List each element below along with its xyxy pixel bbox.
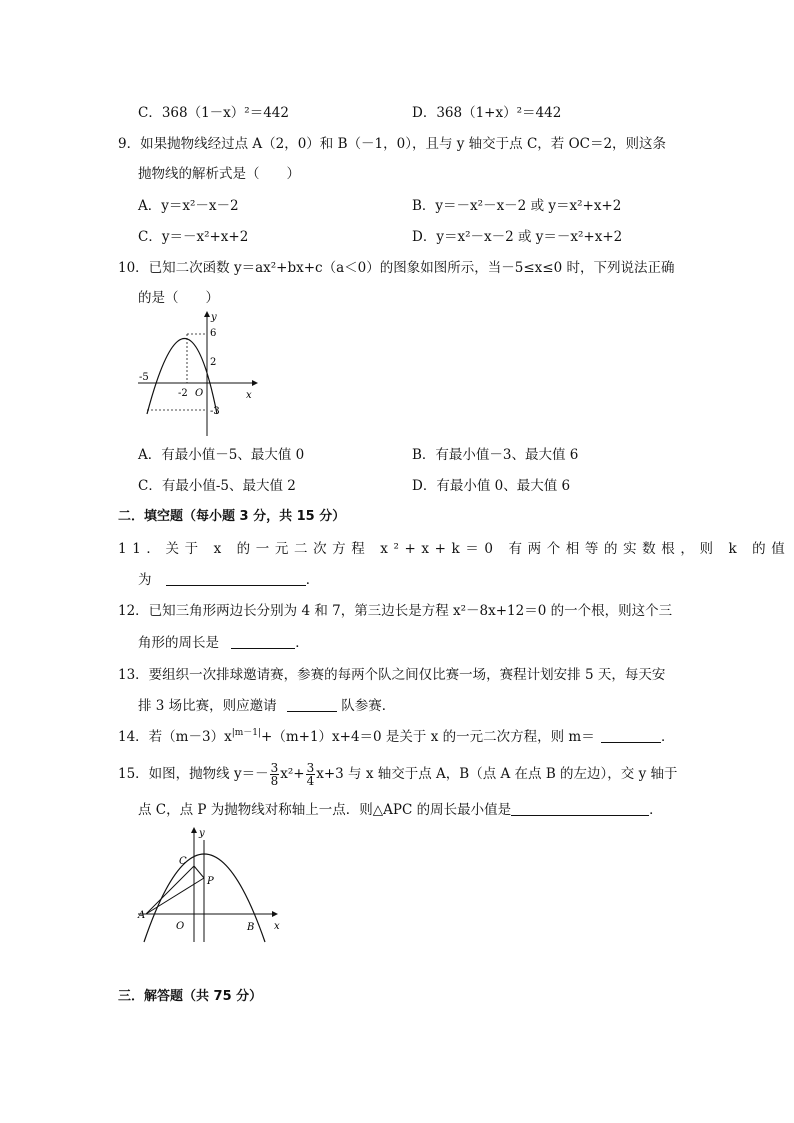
q15-label-b: B [247, 922, 255, 933]
q15-fraction-2-den: 4 [306, 774, 315, 788]
q15-text-a: 15．如图，抛物线 y＝－ [118, 766, 269, 782]
q15-label-p: P [207, 876, 214, 887]
q13-line2-text-b: 队参赛． [341, 698, 396, 714]
q8-option-d: D．368（1+x）²＝442 [412, 105, 562, 121]
q14-text-b: +（m+1）x+4＝0 是关于 x 的一元二次方程，则 m＝ [261, 729, 595, 745]
section-3-heading: 三．解答题（共 75 分） [118, 989, 263, 1004]
q15-label-c: C [179, 856, 187, 867]
q15-text-b: x²+ [280, 766, 305, 782]
q10-parabola-graph [130, 308, 270, 440]
q9-option-d: D．y＝x²－x－2 或 y＝－x²+x+2 [412, 229, 623, 245]
q15-y-arrow [191, 827, 197, 833]
q10-option-d: D．有最小值 0、最大值 6 [412, 478, 571, 494]
q10-stem-line2: 的是（ ） [138, 290, 219, 306]
q10-label-x: x [246, 390, 252, 401]
q15-text-c: x+3 与 x 轴交于点 A，B（点 A 在点 B 的左边），交 y 轴于 [316, 766, 678, 782]
q10-option-c: C．有最小值-5、最大值 2 [138, 478, 296, 494]
q15-label-y: y [199, 828, 205, 839]
q14-answer-blank[interactable] [601, 728, 661, 743]
q15-fraction-1 [270, 762, 280, 787]
q15-fraction-1-num: 3 [270, 761, 279, 775]
q9-stem-line2: 抛物线的解析式是（ ） [138, 166, 300, 182]
q15-segment-ac [146, 866, 194, 914]
q15-label-o: O [176, 921, 185, 932]
q15-line2-text: 点 C，点 P 为抛物线对称轴上一点．则△APC 的周长最小值是 [138, 802, 512, 818]
q13-line2 [138, 697, 395, 715]
q15-fraction-2 [306, 762, 316, 787]
q10-option-a: A．有最小值－5、最大值 0 [138, 447, 305, 463]
q12-answer-blank[interactable] [231, 634, 295, 649]
q11-line2-text: 为 [138, 572, 152, 588]
q15-label-a: A [138, 910, 146, 921]
q15-fraction-1-den: 8 [270, 774, 279, 788]
q10-label-neg5: -5 [139, 372, 149, 383]
q11-line2: 为 ． [138, 572, 320, 588]
q13-line1: 13．要组织一次排球邀请赛，参赛的每两个队之间仅比赛一场，赛程计划安排 5 天，每天安 [118, 667, 666, 683]
q15-label-x: x [274, 921, 280, 932]
q11-answer-blank[interactable] [166, 571, 306, 586]
q15-x-arrow [272, 911, 278, 917]
q9-option-c: C．y＝－x²+x+2 [138, 229, 249, 245]
q10-label-2: 2 [210, 357, 217, 368]
q10-label-origin: O [195, 388, 204, 399]
q14-text-a: 14．若（m－3）x [118, 729, 232, 745]
q13-answer-blank[interactable] [287, 697, 337, 712]
q9-option-b: B．y＝－x²－x－2 或 y＝x²+x+2 [412, 198, 622, 214]
q9-stem-line1: 9．如果抛物线经过点 A（2，0）和 B（－1，0），且与 y 轴交于点 C，若 OC＝2，则这条 [118, 136, 667, 152]
q11-line1: 11．关于 x 的一元二次方程 x²+x+k＝0 有两个相等的实数根，则 k 的值 [118, 541, 791, 557]
q13-line2-text-a: 排 3 场比赛，则应邀请 [138, 698, 277, 714]
q15-parabola-graph [134, 822, 294, 944]
q15-segment-pa [146, 878, 204, 914]
q12-line2: 角形的周长是 ． [138, 635, 309, 651]
q10-label-6: 6 [210, 328, 217, 339]
q12-line1: 12．已知三角形两边长分别为 4 和 7，第三边长是方程 x²－8x+12＝0 的一个根，则这个三 [118, 603, 673, 619]
q10-label-neg2: -2 [178, 388, 188, 399]
q15-fraction-2-num: 3 [306, 761, 315, 775]
q10-y-arrow [204, 311, 210, 317]
q10-stem-line1: 10．已知二次函数 y＝ax²+bx+c（a＜0）的图象如图所示，当－5≤x≤0 时，下列说法正确 [118, 260, 675, 276]
q10-label-neg3: -3 [210, 406, 220, 417]
q8-option-c: C．368（1－x）²＝442 [138, 105, 289, 121]
q9-option-a: A．y＝x²－x－2 [138, 198, 239, 214]
q14-line: 14．若$(m-3)x^{|m-1|}+(m+1)x+4=0$ 是关于 x 的一元二次方程，则 m＝ ． [118, 727, 675, 745]
q15-line2: 点 C，点 P 为抛物线对称轴上一点．则△APC 的周长最小值是 ． [138, 802, 663, 818]
q12-line2-text: 角形的周长是 [138, 635, 219, 651]
q10-label-y: y [211, 312, 217, 323]
section-2-heading: 二．填空题（每小题 3 分，共 15 分） [118, 509, 346, 524]
q14-exponent: |m－1| [231, 727, 262, 738]
q15-line1 [118, 762, 678, 787]
q15-segment-cp [194, 866, 204, 878]
q10-x-arrow [252, 380, 258, 386]
q15-answer-blank[interactable] [511, 801, 649, 816]
q10-option-b: B．有最小值－3、最大值 6 [412, 447, 579, 463]
